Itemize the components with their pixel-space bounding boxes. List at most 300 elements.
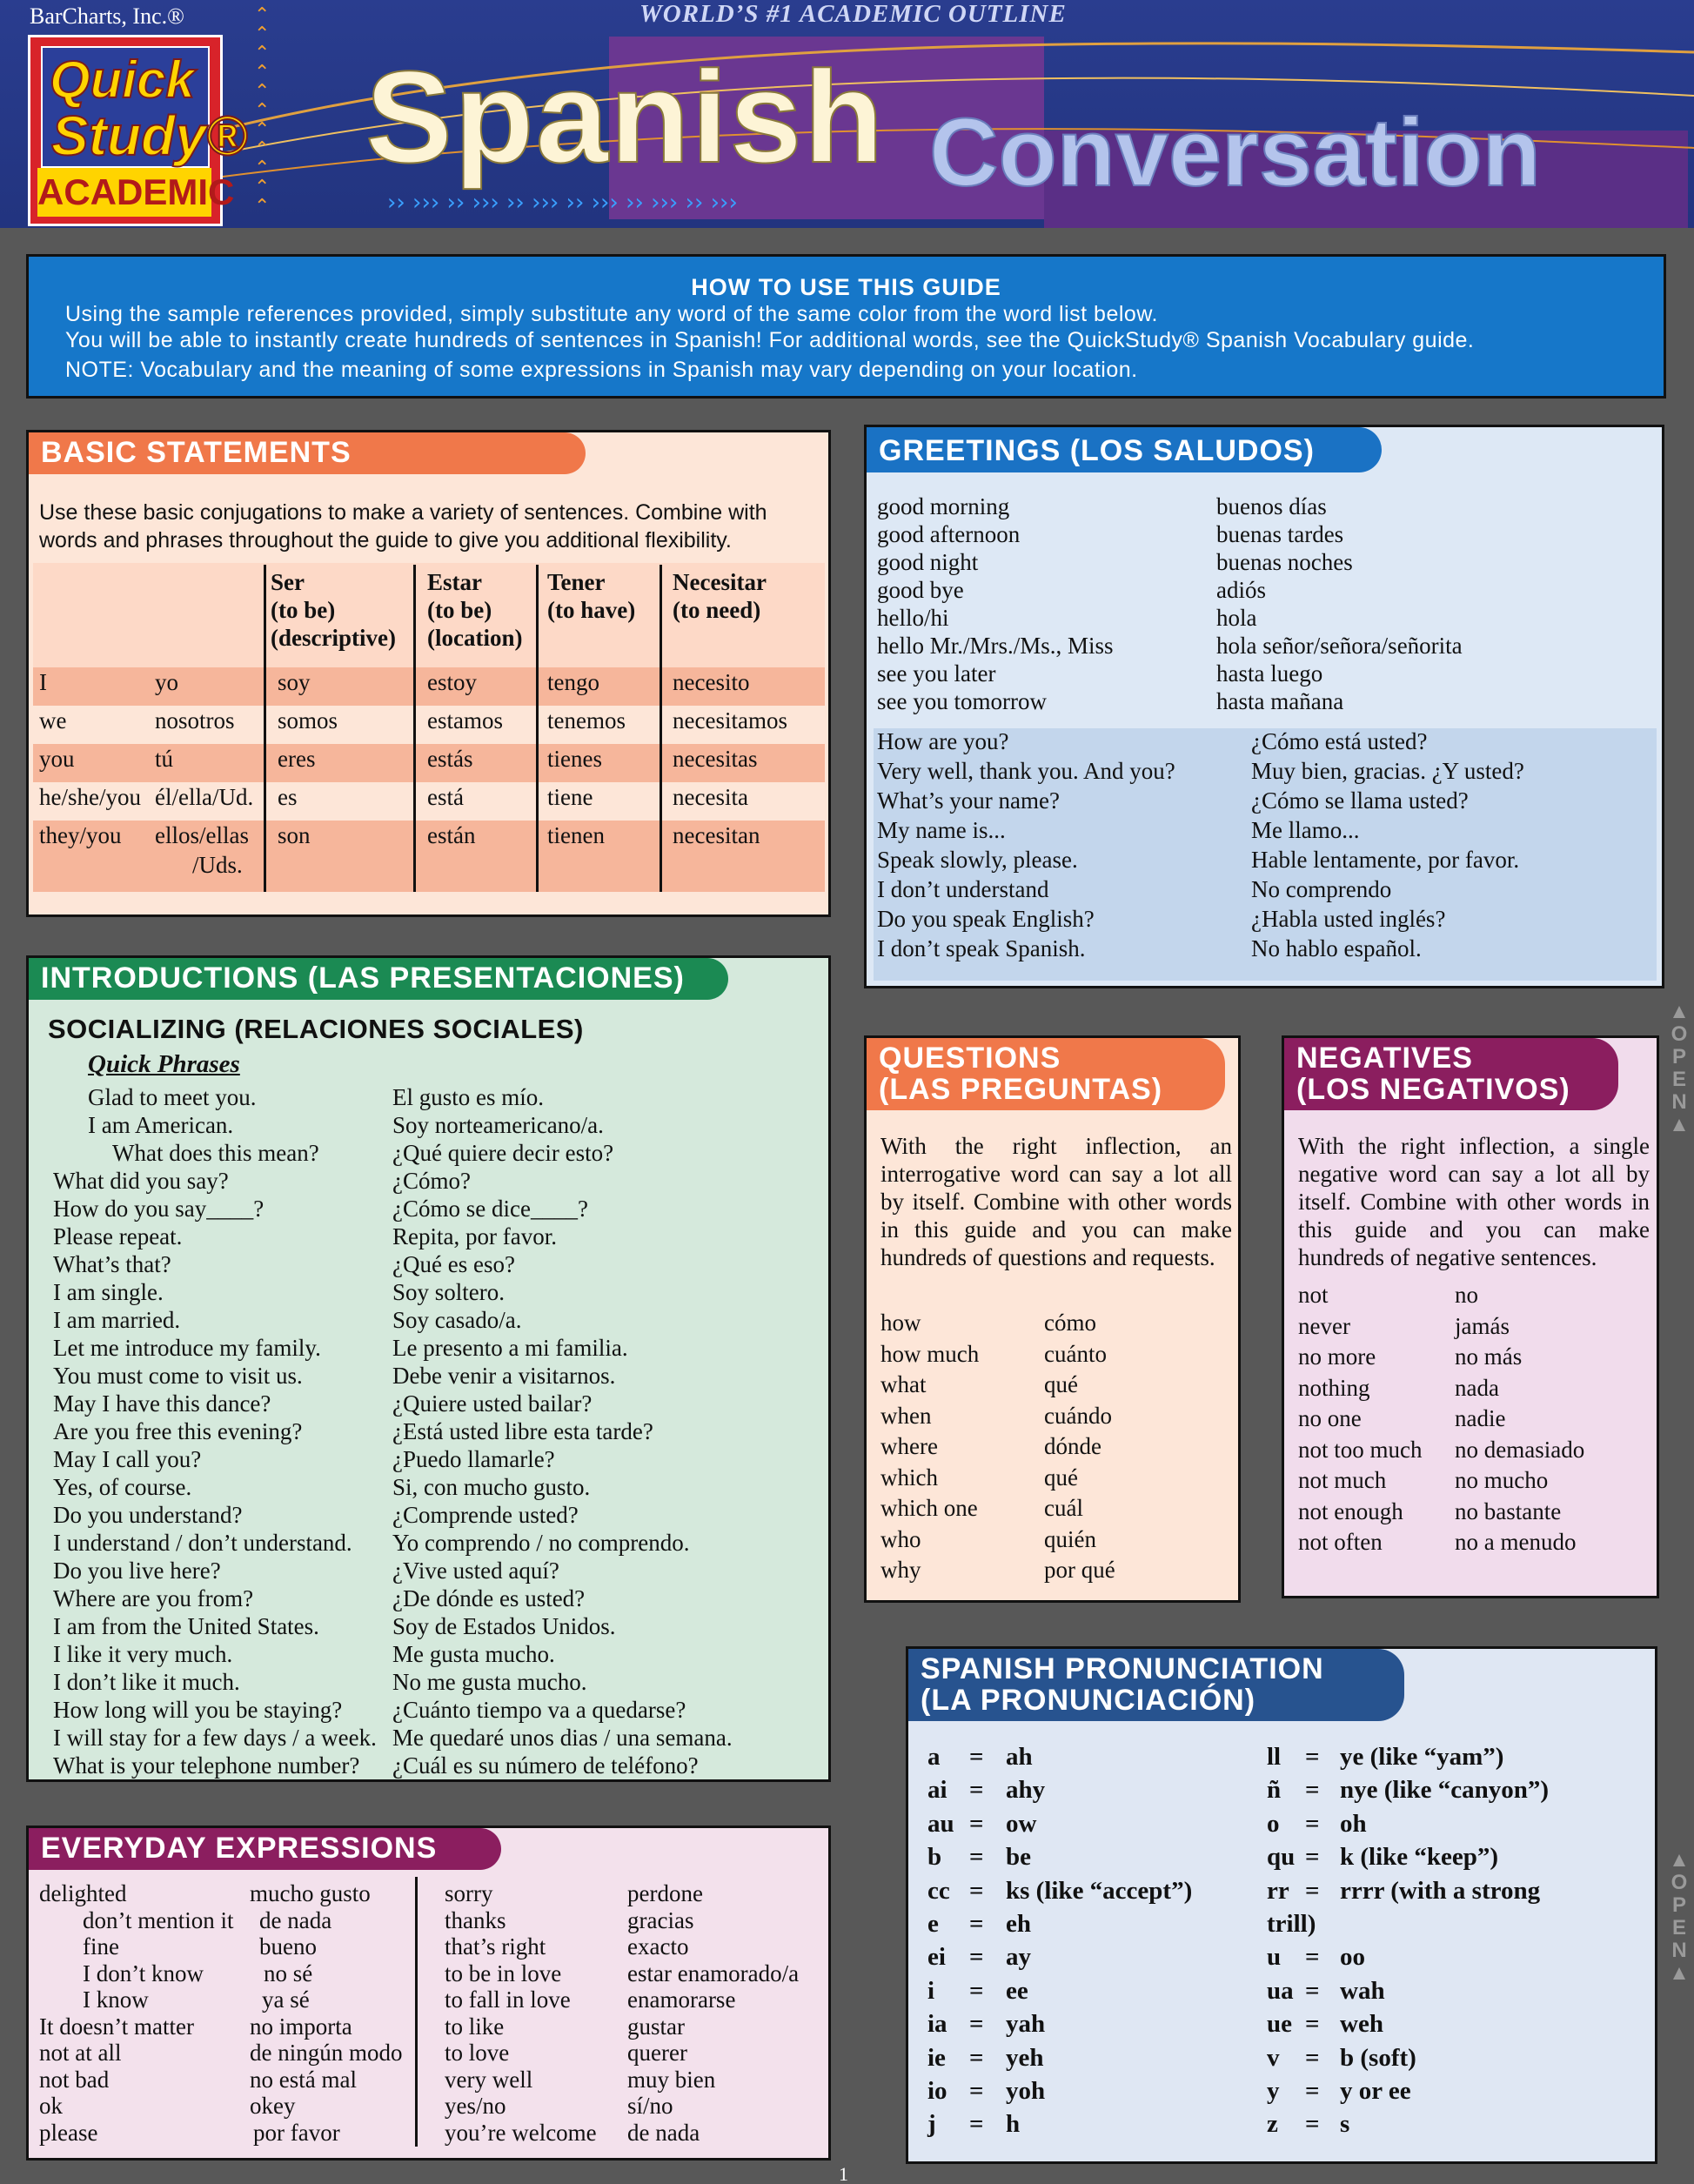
questions-description: With the right inflection, an interrogative word can say a lot all by itself. Combine with other words in this guide and you can make hundreds of questions and requests.	[880, 1133, 1232, 1270]
phrase-es: Si, con mucho gusto.	[392, 1474, 591, 1500]
expression-es: enamorarse	[627, 1986, 736, 2013]
question-word-en: how much	[880, 1340, 980, 1367]
equals-sign: =	[1305, 1843, 1320, 1872]
phrase-en: I understand / don’t understand.	[53, 1530, 352, 1556]
greeting-en: good afternoon	[877, 521, 1021, 547]
phrase-en: Do you live here?	[53, 1558, 221, 1584]
cell-ser: eres	[278, 746, 316, 772]
negative-word-en: no one	[1298, 1405, 1362, 1431]
question-word-en: where	[880, 1433, 938, 1459]
sound: b (soft)	[1340, 2043, 1416, 2072]
phrase-en: I will stay for a few days / a week.	[53, 1725, 377, 1751]
cell-tener: tienes	[547, 746, 602, 772]
open-tab-label: O P E N	[1671, 1871, 1688, 1962]
negative-word-es: no a menudo	[1455, 1529, 1577, 1555]
equals-sign: =	[1305, 1976, 1320, 2005]
negative-word-en: nothing	[1298, 1374, 1370, 1401]
sound: be	[1006, 1843, 1031, 1872]
equals-sign: =	[969, 1876, 984, 1905]
greeting-es: buenas noches	[1216, 549, 1353, 575]
equals-sign: =	[969, 2010, 984, 2039]
equals-sign: =	[969, 2077, 984, 2105]
title-conversation: Conversation	[929, 99, 1541, 206]
equals-sign: =	[969, 1976, 984, 2005]
expression-es: muy bien	[627, 2066, 716, 2093]
col-header-necesitar: Necesitar (to need)	[673, 569, 767, 623]
col-header-tener: Tener (to have)	[547, 569, 636, 623]
column-divider	[413, 565, 416, 892]
question-word-en: who	[880, 1525, 921, 1552]
phrase-es: Yo comprendo / no comprendo.	[392, 1530, 690, 1556]
phrase-es: ¿Está usted libre esta tarde?	[392, 1418, 653, 1444]
phrase-es: ¿Qué quiere decir esto?	[392, 1140, 614, 1166]
expression-en: It doesn’t matter	[39, 2013, 194, 2040]
question-en: I don’t understand	[877, 876, 1049, 902]
col-header-ser: Ser (to be) (descriptive)	[271, 569, 396, 651]
sound: ks (like “accept”)	[1006, 1876, 1193, 1905]
equals-sign: =	[1305, 1809, 1320, 1838]
phrase-es: Repita, por favor.	[392, 1223, 557, 1249]
col-header-estar: Estar (to be) (location)	[427, 569, 523, 651]
sound: wah	[1340, 1976, 1385, 2005]
expression-es: no importa	[250, 2013, 352, 2040]
chevron-up-icon: ▲	[1669, 1000, 1690, 1023]
sound: ay	[1006, 1943, 1031, 1972]
cell-tener: tienen	[547, 822, 605, 848]
equals-sign: =	[1305, 1743, 1320, 1771]
cell-en: I	[39, 669, 47, 695]
question-en: How are you?	[877, 728, 1009, 754]
phrase-es: ¿Cómo?	[392, 1168, 471, 1194]
sound: eh	[1006, 1910, 1031, 1938]
column-divider	[264, 565, 266, 892]
equals-sign: =	[969, 1743, 984, 1771]
letter: j	[927, 2110, 936, 2139]
expression-en: sorry	[445, 1880, 493, 1906]
question-word-es: cuándo	[1044, 1402, 1112, 1429]
expression-en: to be in love	[445, 1960, 562, 1986]
phrase-es: Soy casado/a.	[392, 1307, 522, 1333]
logo-quick-text: Quick	[50, 50, 195, 109]
negative-word-en: not	[1298, 1282, 1329, 1308]
letter: v	[1267, 2043, 1280, 2072]
letter: o	[1267, 1809, 1280, 1838]
expression-es: bueno	[259, 1933, 317, 1960]
negative-word-es: jamás	[1455, 1312, 1510, 1339]
basic-statements-panel	[26, 430, 831, 917]
letter: io	[927, 2077, 947, 2105]
expression-es: no está mal	[250, 2066, 357, 2093]
expression-es: perdone	[627, 1880, 703, 1906]
phrase-en: I am from the United States.	[53, 1613, 319, 1639]
phrase-es: Me quedaré unos dias / una semana.	[392, 1725, 733, 1751]
sound: weh	[1340, 2010, 1383, 2039]
equals-sign: =	[969, 1910, 984, 1938]
expression-en: to like	[445, 2013, 505, 2040]
greeting-en: good bye	[877, 577, 964, 603]
expression-es: estar enamorado/a	[627, 1960, 800, 1986]
greeting-en: hello/hi	[877, 605, 949, 631]
how-to-use-box	[26, 254, 1666, 399]
equals-sign: =	[969, 1943, 984, 1972]
greeting-es: hola señor/señora/señorita	[1216, 633, 1463, 659]
expression-en: to fall in love	[445, 1986, 571, 2013]
phrase-en: Do you understand?	[53, 1502, 243, 1528]
chevron-up-icon: ▲	[1669, 1961, 1690, 1985]
tagline: WORLD’S #1 ACADEMIC OUTLINE	[639, 0, 1067, 28]
question-word-en: how	[880, 1310, 921, 1336]
sound: ye (like “yam”)	[1340, 1743, 1504, 1771]
question-word-en: when	[880, 1402, 932, 1429]
pronunciation-panel	[906, 1646, 1657, 2164]
sound: oh	[1340, 1809, 1367, 1838]
header-banner	[0, 0, 1694, 228]
phrase-en: I like it very much.	[53, 1641, 233, 1667]
question-en: I don’t speak Spanish.	[877, 935, 1086, 961]
logo-study-text: Study®	[51, 104, 247, 167]
letter: ei	[927, 1943, 946, 1972]
section-title: NEGATIVES (LOS NEGATIVOS)	[1284, 1038, 1618, 1110]
phrase-es: ¿Vive usted aquí?	[392, 1558, 559, 1584]
cell-es-extra: /Uds.	[192, 852, 243, 878]
phrase-es: No me gusta mucho.	[392, 1669, 587, 1695]
expression-en: not at all	[39, 2040, 122, 2066]
negative-word-en: not often	[1298, 1529, 1383, 1555]
sound: yah	[1006, 2010, 1046, 2039]
equals-sign: =	[969, 1776, 984, 1805]
greeting-es: adiós	[1216, 577, 1266, 603]
equals-sign: =	[1305, 2010, 1320, 2039]
question-word-es: cuánto	[1044, 1340, 1107, 1367]
expression-en: you’re welcome	[445, 2119, 597, 2146]
cell-es: ellos/ellas	[155, 822, 249, 848]
cell-estar: estás	[427, 746, 473, 772]
greeting-en: good night	[877, 549, 979, 575]
phrase-en: You must come to visit us.	[53, 1363, 303, 1389]
negative-word-es: no más	[1455, 1343, 1523, 1370]
expression-es: gracias	[627, 1906, 694, 1933]
phrase-es: Soy norteamericano/a.	[392, 1112, 604, 1138]
greeting-en: good morning	[877, 493, 1010, 519]
page-number: 1	[839, 2163, 848, 2184]
negative-word-es: no	[1455, 1282, 1478, 1308]
sound: k (like “keep”)	[1340, 1843, 1499, 1872]
question-word-es: cuál	[1044, 1495, 1083, 1521]
phrase-en: What does this mean?	[112, 1140, 319, 1166]
equals-sign: =	[1305, 2077, 1320, 2105]
question-en: Do you speak English?	[877, 906, 1095, 932]
section-title: EVERYDAY EXPRESSIONS	[29, 1828, 501, 1870]
expression-en: don’t mention it	[83, 1906, 234, 1933]
question-es: ¿Cómo se llama usted?	[1251, 787, 1469, 814]
greetings-panel	[864, 425, 1664, 988]
open-side-tab[interactable]	[1666, 1849, 1692, 1985]
cell-ser: son	[278, 822, 311, 848]
phrase-en: What’s that?	[53, 1251, 171, 1277]
chevron-up-icon: ▲	[1669, 1113, 1690, 1136]
phrase-es: ¿Cómo se dice____?	[392, 1196, 588, 1222]
equals-sign: =	[969, 1843, 984, 1872]
phrase-en: I am married.	[53, 1307, 181, 1333]
sound: nye (like “canyon”)	[1340, 1776, 1550, 1805]
question-word-en: why	[880, 1557, 921, 1583]
negatives-description: With the right inflection, a single negative word can say a lot all by itself. Combine with other words in this guide and you can make hundreds of negative sentences.	[1298, 1133, 1650, 1270]
cell-ser: soy	[278, 669, 311, 695]
question-word-es: qué	[1044, 1464, 1078, 1491]
phrase-en: May I call you?	[53, 1446, 202, 1472]
publisher-name: BarCharts, Inc.®	[30, 3, 184, 29]
greeting-es: buenos días	[1216, 493, 1327, 519]
question-word-es: dónde	[1044, 1433, 1101, 1459]
section-subtitle: SOCIALIZING (RELACIONES SOCIALES)	[48, 1014, 584, 1044]
phrase-en: How do you say____?	[53, 1196, 264, 1222]
question-en: Speak slowly, please.	[877, 847, 1078, 873]
letter: qu	[1267, 1843, 1296, 1872]
phrase-en: Please repeat.	[53, 1223, 183, 1249]
phrase-en: Where are you from?	[53, 1585, 254, 1611]
expression-en: not bad	[39, 2066, 110, 2093]
expression-en: that’s right	[445, 1933, 546, 1960]
question-es: ¿Habla usted inglés?	[1251, 906, 1446, 932]
letter: e	[927, 1910, 939, 1938]
equals-sign: =	[969, 1809, 984, 1838]
cell-nec: necesitas	[673, 746, 758, 772]
sound: rrrr (with a strong	[1340, 1876, 1541, 1905]
question-es: ¿Cómo está usted?	[1251, 728, 1428, 754]
cell-nec: necesita	[673, 784, 748, 810]
question-es: Muy bien, gracias. ¿Y usted?	[1251, 758, 1524, 784]
negative-word-en: not much	[1298, 1467, 1387, 1493]
negative-word-en: not too much	[1298, 1436, 1423, 1463]
phrase-es: ¿Cuánto tiempo va a quedarse?	[392, 1697, 686, 1723]
letter: ie	[927, 2043, 946, 2072]
cell-estar: está	[427, 784, 464, 810]
expression-es: exacto	[627, 1933, 689, 1960]
negatives-panel	[1282, 1035, 1659, 1598]
how-to-note: NOTE: Vocabulary and the meaning of some expressions in Spanish may vary depending on your location.	[65, 358, 1138, 382]
question-word-es: cómo	[1044, 1310, 1096, 1336]
chevron-row-icon: ›› ››› ›› ››› ›› ››› ›› ››› ›› ››› ›› ›››	[387, 190, 738, 216]
quick-phrases-heading: Quick Phrases	[88, 1050, 240, 1078]
negative-word-en: no more	[1298, 1343, 1376, 1370]
negative-word-en: never	[1298, 1312, 1350, 1339]
letter: rr	[1267, 1876, 1289, 1905]
how-to-line: You will be able to instantly create hundreds of sentences in Spanish! For additional words, see the QuickStudy® Spanish Vocabulary guide.	[65, 328, 1475, 352]
sound-continued: trill)	[1267, 1910, 1316, 1938]
negative-word-es: no demasiado	[1455, 1436, 1585, 1463]
letter: ll	[1267, 1743, 1282, 1771]
expression-es: sí/no	[627, 2093, 673, 2119]
question-word-en: which	[880, 1464, 938, 1491]
phrase-en: How long will you be staying?	[53, 1697, 343, 1723]
expression-en: I don’t know	[83, 1960, 204, 1986]
how-to-title: HOW TO USE THIS GUIDE	[691, 274, 1001, 300]
expression-en: thanks	[445, 1906, 506, 1933]
equals-sign: =	[1305, 2043, 1320, 2072]
question-word-es: por qué	[1044, 1557, 1115, 1583]
question-word-en: which one	[880, 1495, 978, 1521]
question-es: No comprendo	[1251, 876, 1392, 902]
letter: y	[1267, 2077, 1280, 2105]
cell-en: you	[39, 746, 75, 772]
quickstudy-logo	[28, 35, 247, 226]
sound: ow	[1006, 1809, 1037, 1838]
sound: yeh	[1006, 2043, 1044, 2072]
expression-en: fine	[83, 1933, 119, 1960]
expression-es: de ningún modo	[250, 2040, 403, 2066]
greeting-es: hasta luego	[1216, 660, 1323, 687]
chevron-column-icon: ⌃ ⌃ ⌃ ⌃ ⌃ ⌃ ⌃ ⌃ ⌃ ⌃ ⌃	[254, 3, 271, 217]
cell-en: we	[39, 707, 67, 734]
letter: b	[927, 1843, 942, 1872]
expression-es: ya sé	[262, 1986, 310, 2013]
logo-academic-text: ACADEMIC	[37, 168, 211, 217]
open-tab-label: O P E N	[1671, 1022, 1688, 1114]
phrase-en: Let me introduce my family.	[53, 1335, 321, 1361]
letter: ua	[1267, 1976, 1294, 2005]
equals-sign: =	[1305, 1876, 1320, 1905]
expression-es: no sé	[264, 1960, 313, 1986]
phrase-en: Are you free this evening?	[53, 1418, 303, 1444]
equals-sign: =	[1305, 2110, 1320, 2139]
letter: ia	[927, 2010, 947, 2039]
sound: ee	[1006, 1976, 1028, 2005]
expression-es: por favor	[253, 2119, 340, 2146]
section-title: INTRODUCTIONS (LAS PRESENTACIONES)	[29, 958, 728, 1000]
sound: ahy	[1006, 1776, 1046, 1805]
intro-line: Use these basic conjugations to make a variety of sentences. Combine with	[39, 500, 767, 525]
phrase-es: ¿De dónde es usted?	[392, 1585, 586, 1611]
cell-en: he/she/you	[39, 784, 141, 810]
intro-line: words and phrases throughout the guide to give you additional flexibility.	[39, 528, 732, 553]
phrase-en: I am American.	[88, 1112, 234, 1138]
question-en: My name is...	[877, 817, 1006, 843]
greeting-es: hasta mañana	[1216, 688, 1344, 714]
cell-nec: necesitamos	[673, 707, 787, 734]
letter: a	[927, 1743, 941, 1771]
open-side-tab[interactable]	[1666, 1001, 1692, 1136]
column-divider	[415, 1877, 418, 2147]
greeting-es: buenas tardes	[1216, 521, 1344, 547]
phrase-es: Soy de Estados Unidos.	[392, 1613, 616, 1639]
expression-en: delighted	[39, 1880, 127, 1906]
letter: u	[1267, 1943, 1282, 1972]
sound: y or ee	[1340, 2077, 1411, 2105]
negative-word-es: no mucho	[1455, 1467, 1549, 1493]
equals-sign: =	[1305, 1776, 1320, 1805]
chevron-up-icon: ▲	[1669, 1848, 1690, 1872]
cell-es: tú	[155, 746, 174, 772]
sound: oo	[1340, 1943, 1365, 1972]
expression-en: ok	[39, 2093, 63, 2119]
negative-word-es: nada	[1455, 1374, 1499, 1401]
question-en: What’s your name?	[877, 787, 1060, 814]
phrase-es: ¿Puedo llamarle?	[392, 1446, 555, 1472]
equals-sign: =	[969, 2110, 984, 2139]
phrase-en: What is your telephone number?	[53, 1752, 360, 1779]
phrase-es: Le presento a mi familia.	[392, 1335, 628, 1361]
letter: ñ	[1267, 1776, 1282, 1805]
expression-en: please	[39, 2119, 98, 2146]
cell-tener: tiene	[547, 784, 593, 810]
expression-en: yes/no	[445, 2093, 506, 2119]
cell-estar: estamos	[427, 707, 503, 734]
section-title: SPANISH PRONUNCIATION (LA PRONUNCIACIÓN)	[908, 1649, 1404, 1721]
cell-en: they/you	[39, 822, 122, 848]
sound: ah	[1006, 1743, 1033, 1771]
expression-es: de nada	[259, 1906, 332, 1933]
cell-ser: somos	[278, 707, 338, 734]
section-title: BASIC STATEMENTS	[29, 432, 586, 474]
title-spanish: Spanish	[365, 44, 886, 190]
expression-en: very well	[445, 2066, 533, 2093]
phrase-es: Soy soltero.	[392, 1279, 506, 1305]
cell-estar: estoy	[427, 669, 477, 695]
question-word-es: quién	[1044, 1525, 1096, 1552]
expression-es: querer	[627, 2040, 687, 2066]
question-es: Me llamo...	[1251, 817, 1360, 843]
letter: z	[1267, 2110, 1278, 2139]
cell-es: él/ella/Ud.	[155, 784, 254, 810]
negative-word-en: not enough	[1298, 1497, 1403, 1524]
section-title: QUESTIONS (LAS PREGUNTAS)	[867, 1038, 1225, 1110]
expression-es: okey	[250, 2093, 296, 2119]
cell-tener: tengo	[547, 669, 599, 695]
cell-nec: necesitan	[673, 822, 760, 848]
phrase-en: May I have this dance?	[53, 1390, 271, 1417]
cell-nec: necesito	[673, 669, 750, 695]
letter: i	[927, 1976, 935, 2005]
how-to-line: Using the sample references provided, simply substitute any word of the same color from the word list below.	[65, 302, 1158, 326]
cell-es: yo	[155, 669, 178, 695]
expression-es: mucho gusto	[250, 1880, 371, 1906]
column-divider	[660, 565, 662, 892]
phrase-es: Me gusta mucho.	[392, 1641, 555, 1667]
greetings-questions-block	[874, 728, 1657, 981]
expression-es: de nada	[627, 2119, 700, 2146]
expression-es: gustar	[627, 2013, 685, 2040]
questions-panel	[864, 1035, 1241, 1603]
expression-en: I know	[83, 1986, 149, 2013]
phrase-en: Glad to meet you.	[88, 1084, 257, 1110]
cell-es: nosotros	[155, 707, 235, 734]
section-title: GREETINGS (LOS SALUDOS)	[867, 427, 1382, 472]
letter: au	[927, 1809, 954, 1838]
greeting-en: see you later	[877, 660, 996, 687]
expression-en: to love	[445, 2040, 510, 2066]
cell-estar: están	[427, 822, 476, 848]
letter: ai	[927, 1776, 947, 1805]
sound: yoh	[1006, 2077, 1046, 2105]
letter: ue	[1267, 2010, 1292, 2039]
equals-sign: =	[969, 2043, 984, 2072]
logo-inner	[41, 46, 247, 168]
negative-word-es: no bastante	[1455, 1497, 1562, 1524]
phrase-es: Debe venir a visitarnos.	[392, 1363, 616, 1389]
question-en: Very well, thank you. And you?	[877, 758, 1175, 784]
greeting-en: see you tomorrow	[877, 688, 1047, 714]
question-word-es: qué	[1044, 1371, 1078, 1397]
phrase-en: Yes, of course.	[53, 1474, 192, 1500]
phrase-es: ¿Cuál es su número de teléfono?	[392, 1752, 699, 1779]
question-es: No hablo español.	[1251, 935, 1422, 961]
introductions-panel	[26, 955, 831, 1782]
phrase-en: I don’t like it much.	[53, 1669, 240, 1695]
question-word-en: what	[880, 1371, 927, 1397]
cell-tener: tenemos	[547, 707, 626, 734]
column-divider	[536, 565, 539, 892]
sound: h	[1006, 2110, 1021, 2139]
